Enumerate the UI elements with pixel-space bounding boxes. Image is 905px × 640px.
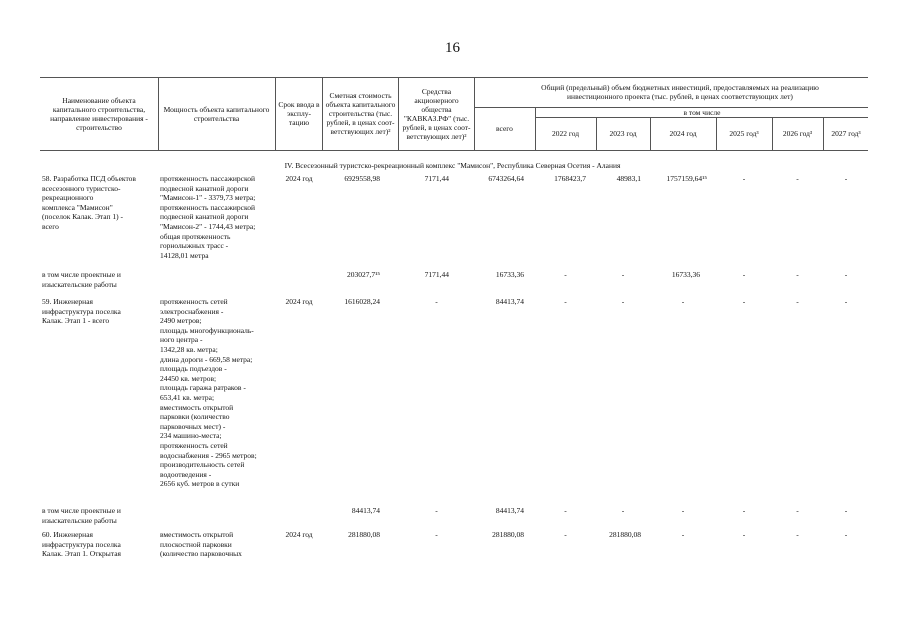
row-58-2027: -: [844, 174, 848, 183]
row-58-capacity: протяженность пассажирской подвесной канатной дороги "Мамисон-1" - 3379,73 метра; протяженность пассажирской подвесной канатной дороги "Мамисон-2" - 1744,43 метра; общая протяженность горнолыжных трасс - 14128,01 метра: [160, 174, 256, 260]
row-59-total: 84413,74: [495, 297, 524, 306]
row-59-sub-2026: -: [796, 506, 799, 515]
row-60-2024: -: [681, 530, 685, 539]
row-58-name: 58. Разработка ПСД объектов всесезонного туристско- рекреационного комплекса "Мамисон" (поселок Калак. Этап 1) - всего: [42, 174, 136, 231]
row-58-sub-2024: 16733,36: [671, 270, 700, 279]
row-58-2023: 48983,1: [616, 174, 641, 183]
section-title: IV. Всесезонный туристско-рекреационный комплекс "Мамисон", Республика Северная Осетия - Алания: [284, 161, 621, 170]
header-funds: Средства акционерного общества "КАВКАЗ.РФ" (тыс. рублей, в ценах соот-ветствующих лет)²: [402, 86, 471, 141]
col-divider-2: [275, 77, 276, 150]
row-58-2022: 1768423,7: [554, 174, 586, 183]
row-59-2025: -: [742, 297, 746, 306]
header-term: Срок ввода в эксплу-тацию: [278, 100, 320, 127]
row-59-sub-2023: -: [621, 506, 625, 515]
row-58-sub-2026: -: [796, 270, 799, 279]
col-divider-1: [158, 77, 159, 150]
row-59-sub-2025: -: [742, 506, 746, 515]
header-2025: 2025 год³: [729, 129, 759, 138]
page-number: 16: [445, 40, 460, 56]
header-2023: 2023 год: [609, 129, 637, 138]
row-60-2023: 281880,08: [609, 530, 641, 539]
row-59-2026: -: [796, 297, 799, 306]
row-60-name: 60. Инженерная инфраструктура поселка Калак. Этап 1. Открытая: [42, 530, 121, 559]
row-59-2023: -: [621, 297, 625, 306]
row-58-sub-total: 16733,36: [495, 270, 524, 279]
row-58-sub-funds: 7171,44: [424, 270, 449, 279]
row-59-funds: -: [435, 297, 438, 306]
row-58-sub-2027: -: [844, 270, 848, 279]
row-60-2026: -: [796, 530, 799, 539]
row-58-sub-2023: -: [621, 270, 625, 279]
row-59-sub-2022: -: [564, 506, 567, 515]
row-59-2024: -: [681, 297, 685, 306]
row-59-sub-2024: -: [681, 506, 685, 515]
header-bottom-border: [40, 150, 868, 151]
row-59-term: 2024 год: [285, 297, 313, 306]
row-59-2022: -: [564, 297, 567, 306]
row-58-2026: -: [796, 174, 799, 183]
row-60-2022: -: [564, 530, 567, 539]
header-capacity: Мощность объекта капитального строительства: [163, 104, 270, 123]
header-2024: 2024 год: [669, 129, 697, 138]
row-60-2025: -: [742, 530, 746, 539]
row-58-sub-cost: 203027,7¹⁵: [347, 270, 380, 279]
header-total-group: Общий (предельный) объем бюджетных инвестиций, предоставляемых на реализацию инвестиционного проекта (тыс. рублей, в ценах соответствующих лет): [541, 83, 819, 101]
header-2026: 2026 год³: [782, 129, 813, 138]
row-60-funds: -: [435, 530, 438, 539]
row-59-sub-2027: -: [844, 506, 848, 515]
header-2022: 2022 год: [551, 129, 580, 138]
row-58-2025: -: [742, 174, 746, 183]
row-59-sub-cost: 84413,74: [351, 506, 380, 515]
row-58-sub-2022: -: [564, 270, 567, 279]
row-58-funds: 7171,44: [424, 174, 449, 183]
row-60-total: 281880,08: [492, 530, 524, 539]
col-divider-3: [322, 77, 323, 150]
header-total: всего: [496, 124, 513, 133]
row-58-cost: 6929558,98: [344, 174, 380, 183]
row-58-sub-2025: -: [742, 270, 746, 279]
row-59-sub-name: в том числе проектные и изыскательские работы: [42, 506, 121, 525]
row-59-capacity: протяженность сетей электроснабжения - 2490 метров; площадь многофункциональ- ного центра - 1342,28 кв. метра; длина дороги - 669,58 метра; площадь подъездов - 24450 кв. метров; площадь гаража ратраков - 653,41 кв. метра; вместимость открытой парковки (количество парковочных мест) - 234 машино-места; протяженность сетей водоснабжения - 2965 метров; производительность сетей водоотведения - 2656 куб. метров в сутки: [160, 297, 257, 489]
row-58-term: 2024 год: [285, 174, 313, 183]
row-59-sub-funds: -: [435, 506, 438, 515]
row-59-2027: -: [844, 297, 848, 306]
row-58-sub-name: в том числе проектные и изыскательские работы: [42, 270, 121, 289]
row-60-2027: -: [844, 530, 848, 539]
header-cost: Сметная стоимость объекта капитального строительства (тыс. рублей, в ценах соот-ветствующих лет)²: [325, 91, 396, 136]
row-59-name: 59. Инженерная инфраструктура поселка Калак. Этап 1 - всего: [42, 297, 121, 326]
row-58-2024: 1757159,64¹⁵: [666, 174, 707, 183]
row-59-sub-total: 84413,74: [495, 506, 524, 515]
row-59-cost: 1616028,24: [344, 297, 380, 306]
row-58-total: 6743264,64: [488, 174, 524, 183]
row-60-cost: 281880,08: [348, 530, 380, 539]
col-divider-4: [398, 77, 399, 150]
header-2027: 2027 год³: [831, 129, 861, 138]
row-60-term: 2024 год: [285, 530, 313, 539]
header-name: Наименование объекта капитального строительства, направление инвестирования - строительство: [50, 95, 148, 132]
row-60-capacity: вместимость открытой плоскостной парковки (количество парковочных: [160, 530, 242, 559]
header-including: в том числе: [683, 108, 721, 117]
